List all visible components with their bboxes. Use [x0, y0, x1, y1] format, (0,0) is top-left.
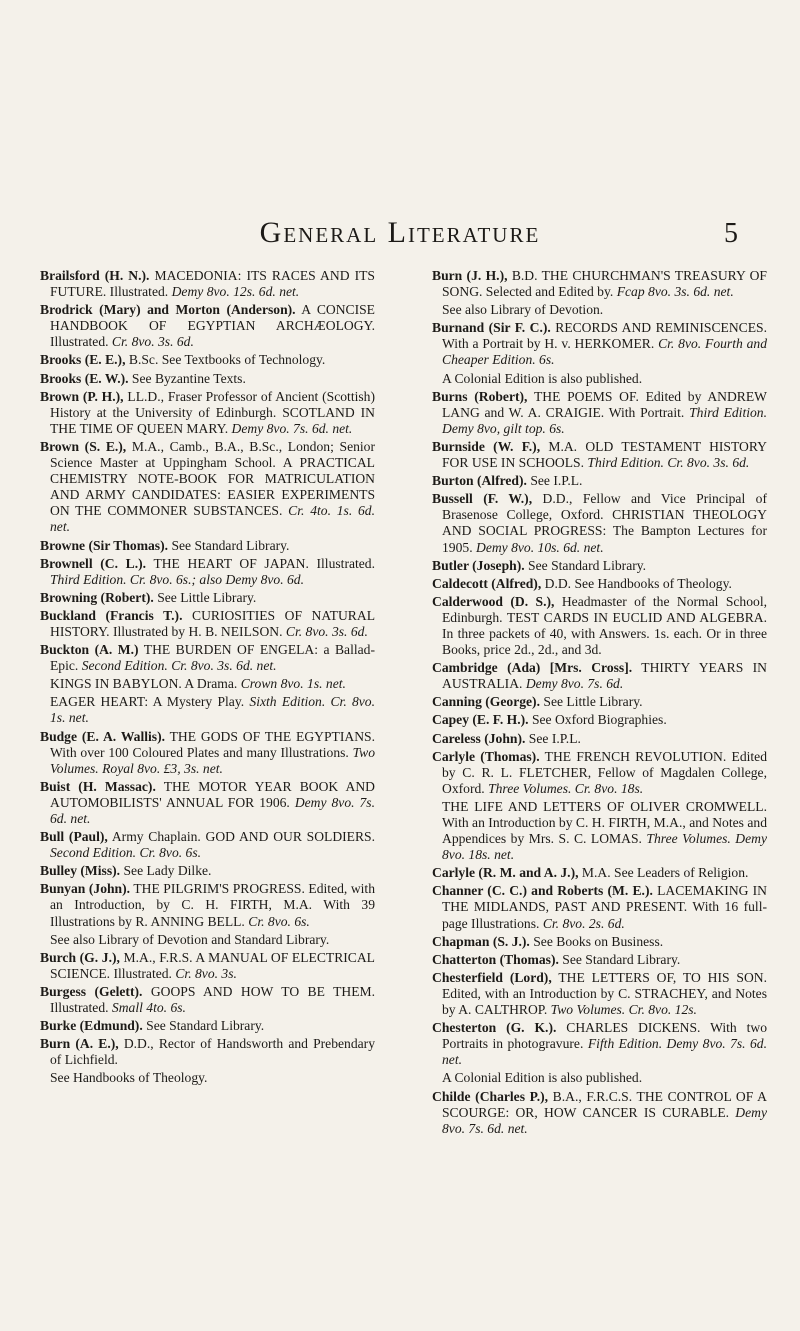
catalogue-entry [40, 608, 375, 640]
entry-description: See I.P.L. [528, 730, 581, 746]
running-head [0, 216, 800, 256]
entry-description: See Books on Business. [533, 933, 664, 949]
entry-author: Browning (Robert). [40, 589, 154, 605]
entry-author: Buckland (Francis T.). [40, 607, 183, 623]
entry-author: Brooks (E. W.). [40, 370, 129, 386]
catalogue-entry [432, 389, 767, 437]
catalogue-entry [432, 1020, 767, 1068]
entry-description: See Oxford Biographies. [531, 712, 667, 728]
catalogue-entry [432, 558, 767, 574]
catalogue-entry [40, 268, 375, 300]
entry-author: Burton (Alfred). [432, 473, 527, 489]
entry-author: Brodrick (Mary) and Morton (Anderson). [40, 302, 296, 318]
entry-description: CHARLES DICKENS. With two Portraits in photogravure. [442, 1020, 767, 1052]
catalogue-entry [432, 302, 767, 318]
catalogue-entry [432, 712, 767, 728]
entry-description: See Byzantine Texts. [131, 370, 246, 386]
catalogue-entry [432, 594, 767, 658]
entry-description: See Standard Library. [171, 537, 290, 553]
entry-author: Brailsford (H. N.). [40, 268, 150, 283]
catalogue-entry [432, 491, 767, 555]
entry-format: Cr. 8vo. Fourth and Cheaper Edition. 6s. [442, 336, 767, 368]
catalogue-entry [40, 642, 375, 674]
entry-format: Cr. 4to. 1s. 6d. net. [50, 503, 375, 535]
catalogue-entry [40, 352, 375, 368]
catalogue-entry [432, 1070, 767, 1086]
entry-description: THE FRENCH REVOLUTION. Edited by C. R. L. FLETCHER, Fellow of Magdalen College, Oxford. [442, 748, 767, 796]
catalogue-entry [432, 576, 767, 592]
entry-format: Fcap 8vo. 3s. 6d. net. [616, 284, 734, 300]
entry-description: B.D. THE CHURCHMAN'S TREASURY OF SONG. Selected and Edited by. [442, 268, 767, 300]
entry-format: Demy 8vo. 7s. 6d. [525, 676, 624, 692]
entry-format: Demy 8vo. 7s. 6d. net. [231, 420, 353, 436]
catalogue-entry [40, 302, 375, 350]
entry-description: LACEMAKING IN THE MIDLANDS, PAST AND PRESENT. With 16 full-page Illustrations. [442, 883, 767, 931]
catalogue-entry [40, 729, 375, 777]
entry-description: THE POEMS OF. Edited by ANDREW LANG and W. A. CRAIGIE. With Portrait. [442, 388, 767, 420]
entry-author: Chesterton (G. K.). [432, 1020, 557, 1036]
entry-author: Capey (E. F. H.). [432, 712, 529, 728]
entry-description: D.D., Fellow and Vice Principal of Brasenose College, Oxford. CHRISTIAN THEOLOGY AND SOCIAL PROGRESS: The Bampton Lectures for 1905. [442, 491, 767, 555]
entry-format: Three Volumes. Cr. 8vo. 18s. [488, 780, 644, 796]
entry-description: THE HEART OF JAPAN. Illustrated. [153, 555, 376, 571]
catalogue-entry [40, 676, 375, 692]
catalogue-entry [40, 694, 375, 726]
entry-author: Browne (Sir Thomas). [40, 537, 169, 553]
entry-author: Bulley (Miss). [40, 863, 121, 879]
entry-description: THE LETTERS OF, TO HIS SON. Edited, with an Introduction by C. STRACHEY, and Notes by A. CALTHROP. [442, 969, 767, 1018]
entry-author: Budge (E. A. Wallis). [40, 728, 165, 744]
entry-author: Burgess (Gelett). [40, 983, 143, 999]
entry-description: CURIOSITIES OF NATURAL HISTORY. Illustrated by H. B. NEILSON. [50, 607, 375, 639]
entry-description: See Standard Library. [146, 1018, 265, 1034]
catalogue-entry [432, 320, 767, 368]
entry-description: See Standard Library. [528, 557, 647, 573]
entry-author: Brownell (C. L.). [40, 555, 147, 571]
entry-author: Bunyan (John). [40, 881, 131, 897]
catalogue-entry [432, 473, 767, 489]
entry-author: Burn (J. H.), [432, 268, 508, 283]
entry-description: THE BURDEN OF ENGELA: a Ballad-Epic. [50, 642, 375, 674]
catalogue-entry [432, 371, 767, 387]
catalogue-entry [432, 731, 767, 747]
entry-description: A Colonial Edition is also published. [442, 1070, 643, 1086]
entry-description: See also Library of Devotion and Standard Library. [50, 931, 330, 947]
entry-description: D.D., Rector of Handsworth and Prebendary of Lichfield. [50, 1036, 376, 1068]
entry-format: Cr. 8vo. 3s. 6d. [285, 623, 368, 639]
entry-format: Third Edition. Cr. 8vo. 3s. 6d. [587, 455, 750, 471]
catalogue-entry [432, 934, 767, 950]
entry-author: Careless (John). [432, 730, 526, 746]
catalogue-entry [40, 863, 375, 879]
entry-author: Brown (P. H.), [40, 388, 124, 404]
running-title: General Literature [259, 216, 541, 249]
catalogue-entry [432, 970, 767, 1018]
entry-author: Channer (C. C.) and Roberts (M. E.). [432, 883, 653, 899]
catalogue-entry [40, 881, 375, 929]
entry-author: Carlyle (Thomas). [432, 748, 540, 764]
catalogue-entry [432, 865, 767, 881]
catalogue-entry [40, 779, 375, 827]
entry-author: Bull (Paul), [40, 829, 108, 845]
entry-author: Buist (H. Massac). [40, 778, 156, 794]
entry-author: Childe (Charles P.), [432, 1088, 549, 1104]
entry-description: D.D. See Handbooks of Theology. [544, 575, 732, 591]
entry-description: See Little Library. [543, 694, 643, 710]
entry-description: RECORDS AND REMINISCENCES. With a Portrait by H. v. HERKOMER. [442, 320, 767, 352]
entry-author: Burnand (Sir F. C.). [432, 320, 551, 336]
catalogue-entry [432, 749, 767, 797]
entry-description: B.A., F.R.C.S. THE CONTROL OF A SCOURGE: OR, HOW CANCER IS CURABLE. [442, 1088, 767, 1120]
entry-description: See also Library of Devotion. [442, 302, 604, 318]
entry-format: Two Volumes. Cr. 8vo. 12s. [550, 1002, 697, 1018]
catalogue-entry [432, 694, 767, 710]
catalogue-entry [432, 1089, 767, 1137]
catalogue-entry [40, 932, 375, 948]
entry-format: Demy 8vo. 10s. 6d. net. [476, 539, 604, 555]
entry-format: Small 4to. 6s. [111, 1000, 186, 1016]
entry-author: Caldecott (Alfred), [432, 575, 542, 591]
entry-description: Army Chaplain. GOD AND OUR SOLDIERS. [111, 829, 376, 845]
entry-author: Cambridge (Ada) [Mrs. Cross]. [432, 660, 633, 676]
entry-description: M.A. See Leaders of Religion. [581, 865, 749, 881]
entry-description: THE LIFE AND LETTERS OF OLIVER CROMWELL. With an Introduction by C. H. FIRTH, M.A., and Notes and Appendices by Mrs. S. C. LOMAS. [442, 798, 767, 847]
left-column [40, 268, 375, 1089]
entry-description: B.Sc. See Textbooks of Technology. [128, 352, 326, 368]
entry-description: THE MOTOR YEAR BOOK AND AUTOMOBILISTS' ANNUAL FOR 1906. [50, 778, 375, 810]
entry-description: Headmaster of the Normal School, Edinburgh. TEST CARDS IN EUCLID AND ALGEBRA. In three packets of 40, with Answers. 1s. each. Or in three Books, price 2d., 2d., and 3d. [442, 593, 767, 658]
entry-author: Carlyle (R. M. and A. J.), [432, 865, 579, 881]
entry-description: M.A., Camb., B.A., B.Sc., London; Senior Science Master at Uppingham School. A PRACTICAL CHEMISTRY NOTE-BOOK FOR MATRICULATION AND ARMY CANDIDATES: EASIER EXPERIMENTS ON THE COMMONER SUBSTANCES. [50, 438, 375, 519]
entry-author: Brooks (E. E.), [40, 352, 126, 368]
entry-description: See I.P.L. [530, 473, 583, 489]
entry-author: Brown (S. E.), [40, 438, 127, 454]
entry-description: KINGS IN BABYLON. A Drama. [50, 676, 238, 692]
entry-format: Two Volumes. Royal 8vo. £3, 3s. net. [50, 744, 376, 776]
catalogue-entry [40, 1036, 375, 1068]
catalogue-entry [40, 556, 375, 588]
entry-description: M.A. OLD TESTAMENT HISTORY FOR USE IN SCHOOLS. [442, 438, 767, 471]
entry-format: Second Edition. Cr. 8vo. 3s. 6d. net. [81, 658, 277, 674]
entry-author: Burke (Edmund). [40, 1018, 143, 1034]
catalogue-entry [40, 1070, 375, 1086]
catalogue-entry [40, 950, 375, 982]
entry-format: Sixth Edition. Cr. 8vo. 1s. net. [50, 694, 375, 726]
entry-format: Fifth Edition. Demy 8vo. 7s. 6d. net. [442, 1036, 767, 1068]
entry-format: Three Volumes. Demy 8vo. 18s. net. [442, 831, 768, 863]
entry-format: Second Edition. Cr. 8vo. 6s. [50, 845, 202, 861]
catalogue-entry [432, 883, 767, 931]
entry-format: Cr. 8vo. 2s. 6d. [542, 915, 625, 931]
entry-format: Cr. 8vo. 6s. [248, 913, 310, 929]
entry-description: MACEDONIA: ITS RACES AND ITS FUTURE. Illustrated. [50, 268, 375, 300]
entry-author: Burnside (W. F.), [432, 438, 541, 454]
catalogue-entry [432, 952, 767, 968]
entry-format: Demy 8vo. 7s. 6d. net. [50, 794, 375, 826]
catalogue-entry [40, 590, 375, 606]
entry-description: A CONCISE HANDBOOK OF EGYPTIAN ARCHÆOLOGY. Illustrated. [50, 302, 375, 350]
catalogue-entry [432, 439, 767, 471]
catalogue-entry [40, 389, 375, 437]
entry-author: Chapman (S. J.). [432, 933, 530, 949]
entry-description: See Handbooks of Theology. [50, 1070, 208, 1086]
entry-author: Chatterton (Thomas). [432, 951, 559, 967]
entry-description: THE GODS OF THE EGYPTIANS. With over 100 Coloured Plates and many Illustrations. [50, 728, 375, 760]
entry-description: GOOPS AND HOW TO BE THEM. Illustrated. [50, 983, 375, 1016]
page-number: 5 [724, 218, 738, 249]
catalogue-entry [40, 439, 375, 536]
entry-description: See Little Library. [157, 589, 257, 605]
entry-author: Canning (George). [432, 694, 540, 710]
entry-format: Demy 8vo. 7s. 6d. net. [442, 1104, 767, 1136]
catalogue-entry [40, 984, 375, 1016]
catalogue-entry [40, 829, 375, 861]
catalogue-entry [40, 371, 375, 387]
entry-format: Cr. 8vo. 3s. [175, 965, 237, 981]
entry-author: Calderwood (D. S.), [432, 593, 555, 609]
entry-format: Third Edition. Cr. 8vo. 6s.; also Demy 8vo. 6d. [50, 571, 304, 587]
entry-description: LL.D., Fraser Professor of Ancient (Scottish) History at the University of Edinburgh. SCOTLAND IN THE TIME OF QUEEN MARY. [50, 388, 375, 436]
entry-description: A Colonial Edition is also published. [442, 370, 643, 386]
catalogue-entry [40, 538, 375, 554]
entry-description: M.A., F.R.S. A MANUAL OF ELECTRICAL SCIENCE. Illustrated. [50, 949, 375, 981]
entry-format: Crown 8vo. 1s. net. [240, 676, 346, 692]
entry-description: See Lady Dilke. [123, 863, 212, 879]
entry-author: Burn (A. E.), [40, 1036, 119, 1052]
entry-format: Cr. 8vo. 3s. 6d. [111, 334, 194, 350]
entry-description: THIRTY YEARS IN AUSTRALIA. [442, 660, 768, 692]
entry-author: Burns (Robert), [432, 388, 528, 404]
right-column [432, 268, 767, 1139]
entry-description: See Standard Library. [562, 951, 681, 967]
catalogue-entry [40, 1018, 375, 1034]
entry-description: EAGER HEART: A Mystery Play. [50, 694, 245, 710]
catalogue-entry [432, 660, 767, 692]
entry-format: Third Edition. Demy 8vo, gilt top. 6s. [442, 404, 768, 436]
entry-format: Demy 8vo. 12s. 6d. net. [171, 284, 300, 300]
entry-author: Bussell (F. W.), [432, 491, 533, 507]
entry-author: Buckton (A. M.) [40, 642, 139, 658]
catalogue-entry [432, 799, 767, 863]
entry-author: Butler (Joseph). [432, 557, 525, 573]
entry-description: THE PILGRIM'S PROGRESS. Edited, with an Introduction, by C. H. FIRTH, M.A. With 39 Illustrations by R. ANNING BELL. [50, 881, 376, 929]
entry-author: Chesterfield (Lord), [432, 969, 552, 985]
catalogue-entry [432, 268, 767, 300]
entry-author: Burch (G. J.), [40, 949, 120, 965]
